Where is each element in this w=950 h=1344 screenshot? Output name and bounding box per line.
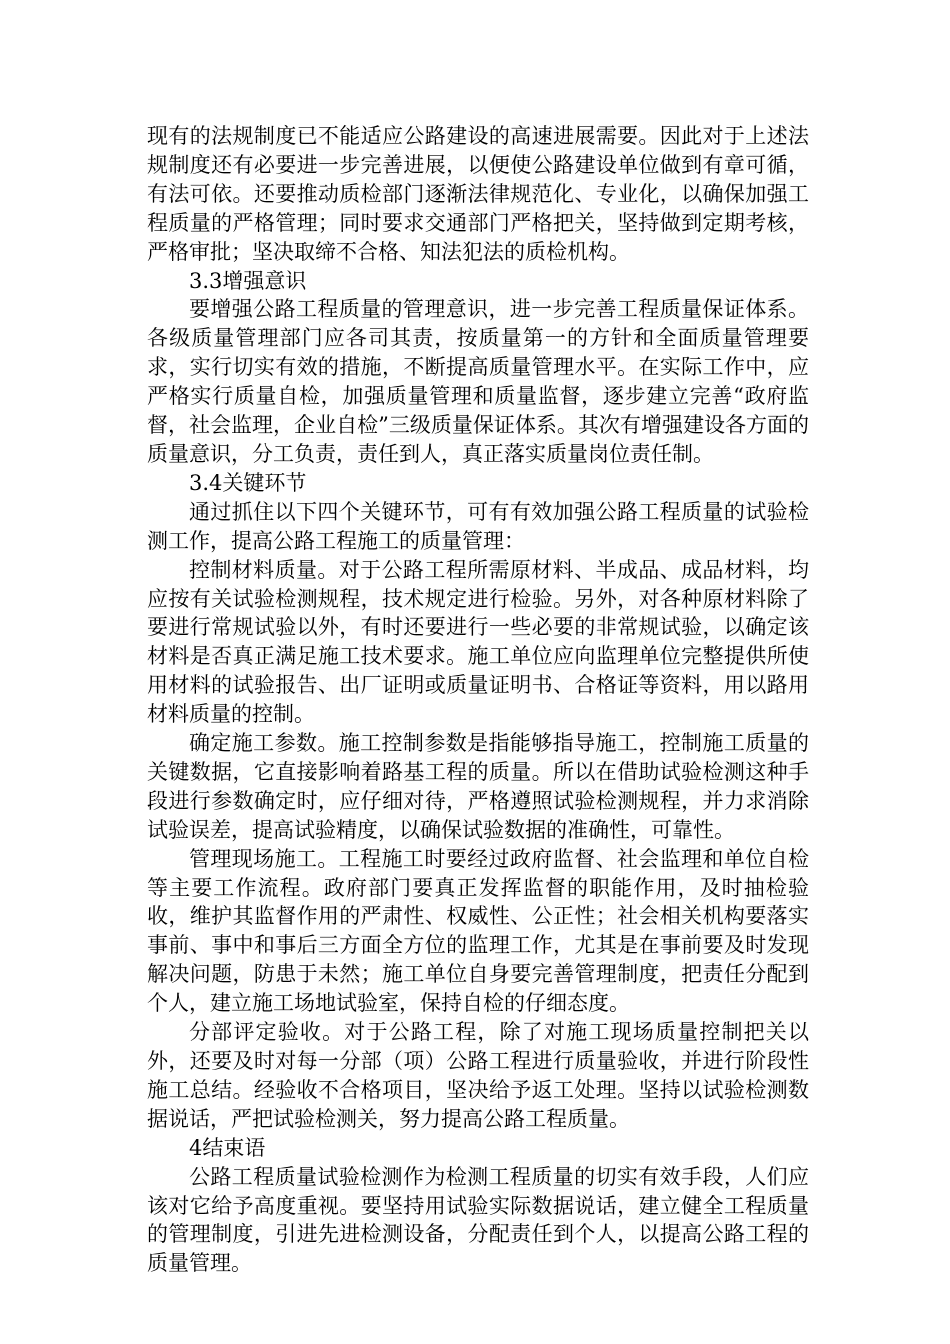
- paragraph-regulations: 现有的法规制度已不能适应公路建设的高速进展需要。因此对于上述法规制度还有必要进一步完善进展，以便使公路建设单位做到有章可循，有法可依。还要推动质检部门逐渐法律规范化、专业化，以确保加强工程质量的严格管理；同时要求交通部门严格把关，坚持做到定期考核，严格审批；坚决取缔不合格、知法犯法的质检机构。: [147, 124, 809, 264]
- paragraph-material-quality: 控制材料质量。对于公路工程所需原材料、半成品、成品材料，均应按有关试验检测规程，技术规定进行检验。另外，对各种原材料除了要进行常规试验以外，有时还要进行一些必要的非常规试验，以确定该材料是否真正满足施工技术要求。施工单位应向监理单位完整提供所使用材料的试验报告、出厂证明或质量证明书、合格证等资料，用以路用材料质量的控制。: [147, 557, 809, 727]
- paragraph-construction-parameters: 确定施工参数。施工控制参数是指能够指导施工，控制施工质量的关键数据，它直接影响着路基工程的质量。所以在借助试验检测这种手段进行参数确定时，应仔细对待，严格遵照试验检测规程，并力求消除试验误差，提高试验精度，以确保试验数据的准确性，可靠性。: [147, 731, 809, 842]
- paragraph-conclusion: 公路工程质量试验检测作为检测工程质量的切实有效手段，人们应该对它给予高度重视。要坚持用试验实际数据说话，建立健全工程质量的管理制度，引进先进检测设备，分配责任到个人，以提高公路工程的质量管理。: [147, 1164, 809, 1276]
- paragraph-acceptance: 分部评定验收。对于公路工程，除了对施工现场质量控制把关以外，还要及时对每一分部（项）公路工程进行质量验收，并进行阶段性施工总结。经验收不合格项目，坚决给予返工处理。坚持以试验检测数据说话，严把试验检测关，努力提高公路工程质量。: [147, 1020, 809, 1131]
- section-heading-3-3: 3.3增强意识: [189, 268, 307, 293]
- section-heading-4: 4结束语: [189, 1135, 266, 1160]
- paragraph-key-links-intro: 通过抓住以下四个关键环节，可有有效加强公路工程质量的试验检测工作，提高公路工程施工的质量管理：: [147, 499, 809, 553]
- section-heading-3-4: 3.4关键环节: [189, 470, 307, 495]
- paragraph-awareness: 要增强公路工程质量的管理意识，进一步完善工程质量保证体系。各级质量管理部门应各司其责，按质量第一的方针和全面质量管理要求，实行切实有效的措施，不断提高质量管理水平。在实际工作中，应严格实行质量自检，加强质量管理和质量监督，逐步建立完善“政府监督，社会监理，企业自检”三级质量保证体系。其次有增强建设各方面的质量意识，分工负责，责任到人，真正落实质量岗位责任制。: [147, 297, 809, 466]
- document-body: [147, 122, 809, 1278]
- paragraph-site-management: 管理现场施工。工程施工时要经过政府监督、社会监理和单位自检等主要工作流程。政府部门要真正发挥监督的职能作用，及时抽检验收，维护其监督作用的严肃性、权威性、公正性；社会相关机构要落实事前、事中和事后三方面全方位的监理工作，尤其是在事前要及时发现解决问题，防患于未然；施工单位自身要完善管理制度，把责任分配到个人，建立施工场地试验室，保持自检的仔细态度。: [147, 846, 809, 1016]
